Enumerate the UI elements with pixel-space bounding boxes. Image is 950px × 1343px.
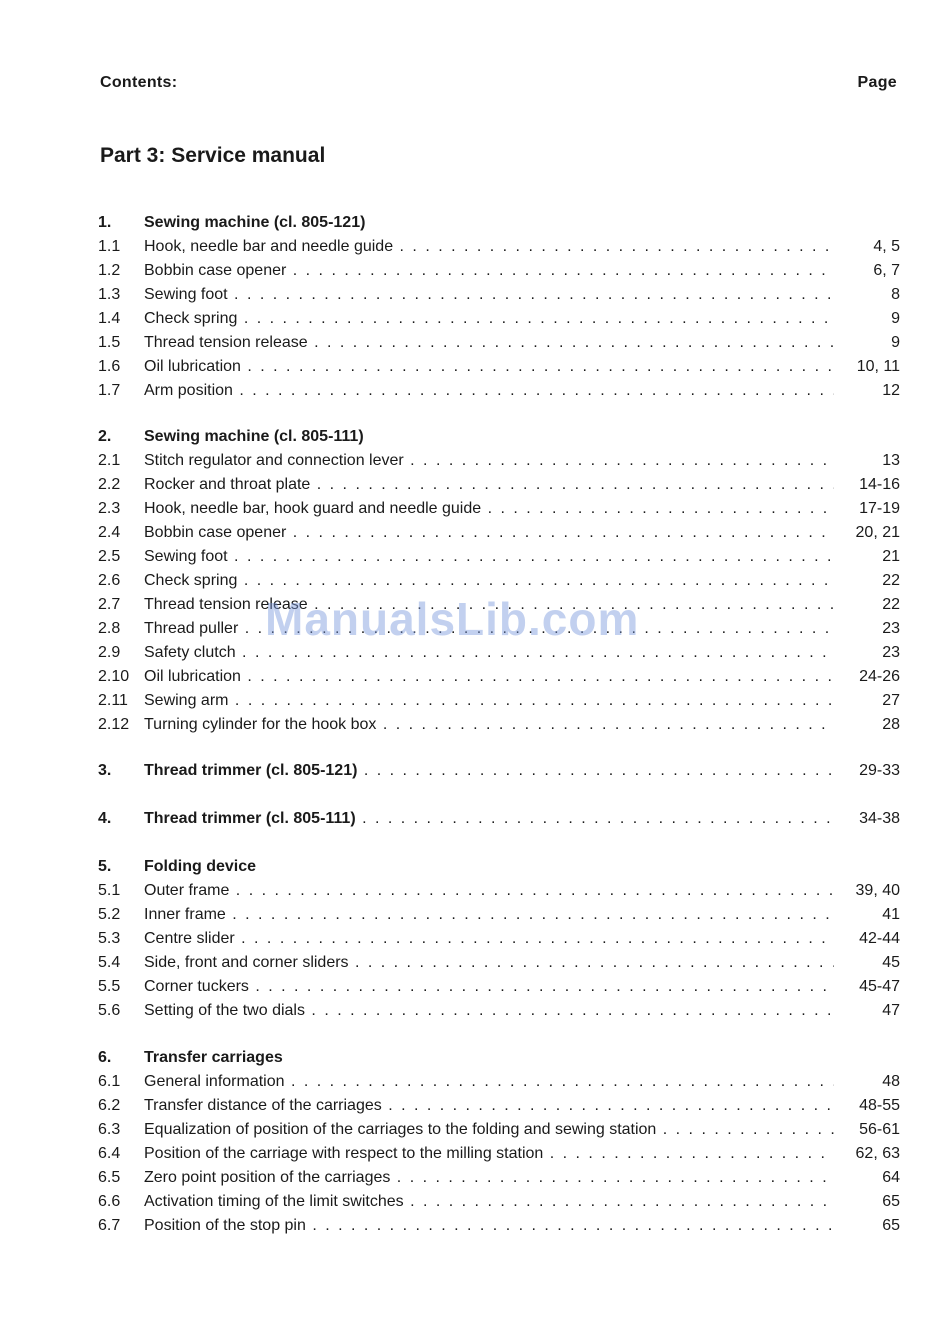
toc-section [0, 428, 950, 740]
toc-section-heading[interactable] [0, 1049, 950, 1073]
toc-entry[interactable] [0, 668, 950, 692]
entry-number: 6.4 [98, 1145, 121, 1162]
entry-title: Thread puller . . . [144, 620, 834, 638]
page-number: 6, 7 [873, 262, 900, 279]
page-number: 27 [882, 692, 900, 709]
page-number: 21 [882, 548, 900, 565]
entry-title: Oil lubrication . . . [144, 358, 834, 376]
section-title: Sewing machine (cl. 805-111) [144, 428, 364, 445]
section-number: 3. [98, 762, 112, 779]
toc-section-heading[interactable] [0, 762, 950, 786]
entry-title: Hook, needle bar, hook guard and needle guide . . . [144, 500, 834, 518]
toc-entry[interactable] [0, 692, 950, 716]
toc-entry[interactable] [0, 906, 950, 930]
section-title: Thread trimmer (cl. 805-111) . . . [144, 810, 834, 828]
entry-title: Zero point position of the carriages . . . [144, 1169, 834, 1187]
entry-title: Bobbin case opener . . . [144, 524, 834, 542]
page-number: 62, 63 [855, 1145, 900, 1162]
entry-number: 5.2 [98, 906, 121, 923]
page-number: 10, 11 [856, 358, 900, 375]
toc-entry[interactable] [0, 1169, 950, 1193]
entry-number: 2.6 [98, 572, 121, 589]
toc-entry[interactable] [0, 1121, 950, 1145]
entry-title: Setting of the two dials . . . [144, 1002, 834, 1020]
entry-number: 1.5 [98, 334, 121, 351]
entry-number: 6.6 [98, 1193, 121, 1210]
entry-number: 2.1 [98, 452, 121, 469]
toc-entry[interactable] [0, 620, 950, 644]
contents-label: Contents: [100, 74, 178, 91]
page-number: 65 [882, 1193, 900, 1210]
section-title: Thread trimmer (cl. 805-121) . . . [144, 762, 834, 780]
entry-number: 1.3 [98, 286, 121, 303]
toc-section [0, 762, 950, 786]
entry-number: 1.7 [98, 382, 121, 399]
entry-number: 2.3 [98, 500, 121, 517]
toc-section-heading[interactable] [0, 428, 950, 452]
page-number: 23 [882, 644, 900, 661]
entry-title: Corner tuckers . . . [144, 978, 834, 996]
entry-number: 6.5 [98, 1169, 121, 1186]
entry-title: Thread tension release . . . [144, 334, 834, 352]
page-number: 28 [882, 716, 900, 733]
entry-title: Transfer distance of the carriages . . . [144, 1097, 834, 1115]
entry-title: Arm position . . . [144, 382, 834, 400]
toc-entry[interactable] [0, 1073, 950, 1097]
page-number: 45-47 [859, 978, 900, 995]
page-number: 14-16 [859, 476, 900, 493]
section-number: 1. [98, 214, 112, 231]
entry-title: Thread tension release . . . [144, 596, 834, 614]
page-number: 9 [891, 310, 900, 327]
entry-title: Activation timing of the limit switches . . . [144, 1193, 834, 1211]
toc-entry[interactable] [0, 1145, 950, 1169]
entry-title: Sewing foot . . . [144, 548, 834, 566]
toc-entry[interactable] [0, 644, 950, 668]
page-number: 22 [882, 572, 900, 589]
toc-entry[interactable] [0, 382, 950, 406]
toc-entry[interactable] [0, 358, 950, 382]
entry-title: Sewing arm . . . [144, 692, 834, 710]
page-number: 4, 5 [873, 238, 900, 255]
page-number: 65 [882, 1217, 900, 1234]
entry-number: 1.1 [98, 238, 121, 255]
section-number: 6. [98, 1049, 112, 1066]
toc-entry[interactable] [0, 548, 950, 572]
page-number: 17-19 [859, 500, 900, 517]
toc-entry[interactable] [0, 572, 950, 596]
section-title: Transfer carriages [144, 1049, 283, 1066]
entry-number: 2.12 [98, 716, 130, 733]
section-number: 4. [98, 810, 112, 827]
toc-section [0, 214, 950, 406]
entry-title: Safety clutch . . . [144, 644, 834, 662]
watermark: ManualsLib.com [265, 593, 640, 645]
toc-entry[interactable] [0, 930, 950, 954]
entry-title: Check spring . . . [144, 310, 834, 328]
entry-title: General information . . . [144, 1073, 834, 1091]
entry-number: 2.10 [98, 668, 130, 685]
entry-number: 5.5 [98, 978, 121, 995]
entry-number: 5.1 [98, 882, 121, 899]
toc-entry[interactable] [0, 452, 950, 476]
toc-section-heading[interactable] [0, 858, 950, 882]
page-column-label: Page [857, 74, 897, 91]
toc-section-heading[interactable] [0, 214, 950, 238]
entry-number: 1.4 [98, 310, 121, 327]
toc-entry[interactable] [0, 310, 950, 334]
entry-title: Equalization of position of the carriages to the folding and sewing station . . . [144, 1121, 834, 1139]
page-number: 23 [882, 620, 900, 637]
entry-number: 5.6 [98, 1002, 121, 1019]
page-number: 48-55 [859, 1097, 900, 1114]
toc-entry[interactable] [0, 334, 950, 358]
section-title: Folding device [144, 858, 257, 875]
page-number: 47 [882, 1002, 900, 1019]
page-number: 12 [882, 382, 900, 399]
toc-section [0, 858, 950, 1026]
page-number: 41 [882, 906, 900, 923]
page-number: 56-61 [859, 1121, 900, 1138]
toc-entry[interactable] [0, 524, 950, 548]
entry-title: Stitch regulator and connection lever . . . [144, 452, 834, 470]
page-number: 39, 40 [855, 882, 900, 899]
entry-number: 2.11 [98, 692, 128, 709]
page-number: 9 [891, 334, 900, 351]
entry-number: 2.8 [98, 620, 121, 637]
toc-entry[interactable] [0, 1193, 950, 1217]
entry-number: 6.3 [98, 1121, 121, 1138]
entry-number: 1.6 [98, 358, 121, 375]
toc-entry[interactable] [0, 1002, 950, 1026]
toc-entry[interactable] [0, 882, 950, 906]
entry-number: 2.9 [98, 644, 121, 661]
entry-title: Oil lubrication . . . [144, 668, 834, 686]
toc-entry[interactable] [0, 1217, 950, 1241]
page-number: 22 [882, 596, 900, 613]
entry-number: 2.5 [98, 548, 121, 565]
entry-number: 2.4 [98, 524, 121, 541]
entry-number: 1.2 [98, 262, 121, 279]
entry-number: 6.1 [98, 1073, 121, 1090]
page-number: 34-38 [859, 810, 900, 827]
entry-title: Inner frame . . . [144, 906, 834, 924]
entry-title: Turning cylinder for the hook box . . . [144, 716, 834, 734]
entry-title: Position of the stop pin . . . [144, 1217, 834, 1235]
entry-title: Side, front and corner sliders . . . [144, 954, 834, 972]
entry-number: 6.2 [98, 1097, 121, 1114]
entry-title: Hook, needle bar and needle guide . . . [144, 238, 834, 256]
page-number: 64 [882, 1169, 900, 1186]
entry-title: Centre slider . . . [144, 930, 834, 948]
toc-section [0, 1049, 950, 1241]
entry-title: Position of the carriage with respect to the milling station . . . [144, 1145, 834, 1163]
entry-number: 2.7 [98, 596, 121, 613]
toc-entry[interactable] [0, 1097, 950, 1121]
entry-title: Bobbin case opener . . . [144, 262, 834, 280]
toc-entry[interactable] [0, 500, 950, 524]
entry-title: Sewing foot . . . [144, 286, 834, 304]
entry-number: 5.4 [98, 954, 121, 971]
document-title: Part 3: Service manual [100, 144, 326, 167]
page-number: 48 [882, 1073, 900, 1090]
toc-section [0, 810, 950, 834]
toc-section-heading[interactable] [0, 810, 950, 834]
entry-number: 2.2 [98, 476, 121, 493]
section-title: Sewing machine (cl. 805-121) [144, 214, 366, 231]
entry-title: Check spring . . . [144, 572, 834, 590]
toc-entry[interactable] [0, 716, 950, 740]
section-number: 2. [98, 428, 112, 445]
page-number: 29-33 [859, 762, 900, 779]
toc-entry[interactable] [0, 286, 950, 310]
toc-entry[interactable] [0, 596, 950, 620]
entry-title: Rocker and throat plate . . . [144, 476, 834, 494]
entry-title: Outer frame . . . [144, 882, 834, 900]
page-number: 13 [882, 452, 900, 469]
entry-number: 5.3 [98, 930, 121, 947]
section-number: 5. [98, 858, 112, 875]
toc-entry[interactable] [0, 954, 950, 978]
page-number: 24-26 [859, 668, 900, 685]
page-number: 8 [891, 286, 900, 303]
toc-entry[interactable] [0, 978, 950, 1002]
entry-number: 6.7 [98, 1217, 121, 1234]
toc-entry[interactable] [0, 238, 950, 262]
page-number: 20, 21 [855, 524, 900, 541]
page-number: 42-44 [859, 930, 900, 947]
page-number: 45 [882, 954, 900, 971]
toc-entry[interactable] [0, 262, 950, 286]
toc-entry[interactable] [0, 476, 950, 500]
